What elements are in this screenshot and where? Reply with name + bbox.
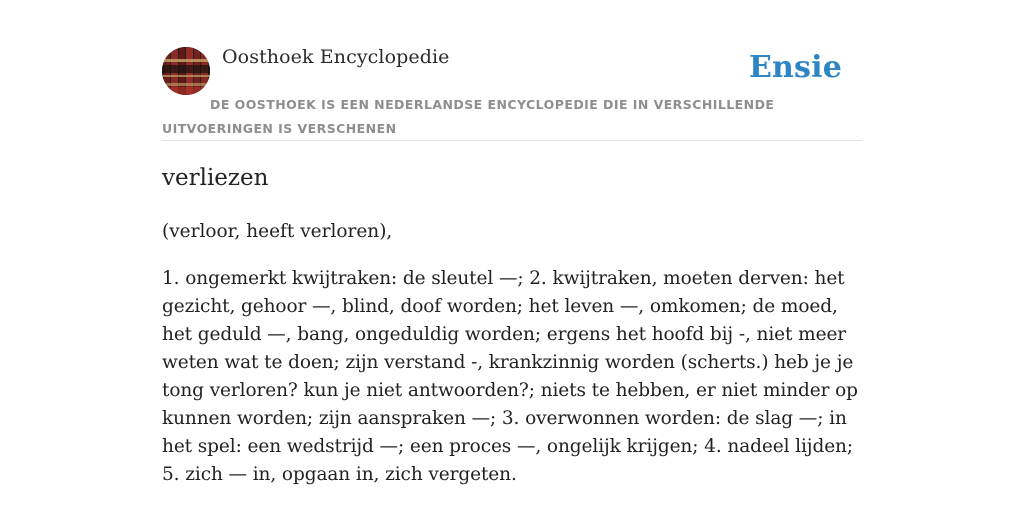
site-tagline: DE OOSTHOEK IS EEN NEDERLANDSE ENCYCLOPEDIE DIE IN VERSCHILLENDE UITVOERINGEN IS VERSCHENEN	[162, 97, 775, 136]
site-name[interactable]: Oosthoek Encyclopedie	[222, 46, 450, 68]
site-header	[162, 44, 862, 141]
entry-title: verliezen	[162, 165, 269, 191]
encyclopedia-books-avatar[interactable]	[162, 47, 210, 95]
definition-last: 5. zich — in, opgaan in, zich vergeten.	[162, 464, 517, 485]
ensie-logo[interactable]: Ensie	[748, 50, 842, 85]
entry-forms: (verloor, heeft verloren),	[162, 221, 393, 242]
entry-definition	[162, 265, 862, 489]
definition-main: 1. ongemerkt kwijtraken: de sleutel —; 2. kwijtraken, moeten derven: het gezicht, gehoor —, blind, doof worden; het leven —, omkomen; de moed, het geduld —, bang, ongeduldig worden; ergens het hoofd bij -, niet meer weten wat te doen; zijn verstand -, krankzinnig worden (scherts.) heb je je tong verloren? kun je niet antwoorden?; niets te hebben, er niet minder op kunnen worden; zijn aanspraken —; 3. overwonnen worden: de slag —; in het spel: een wedstrijd —; een proces —, ongelijk krijgen; 4. nadeel lijden;	[162, 268, 858, 457]
entry-card	[162, 44, 862, 489]
books-icon	[162, 47, 210, 95]
